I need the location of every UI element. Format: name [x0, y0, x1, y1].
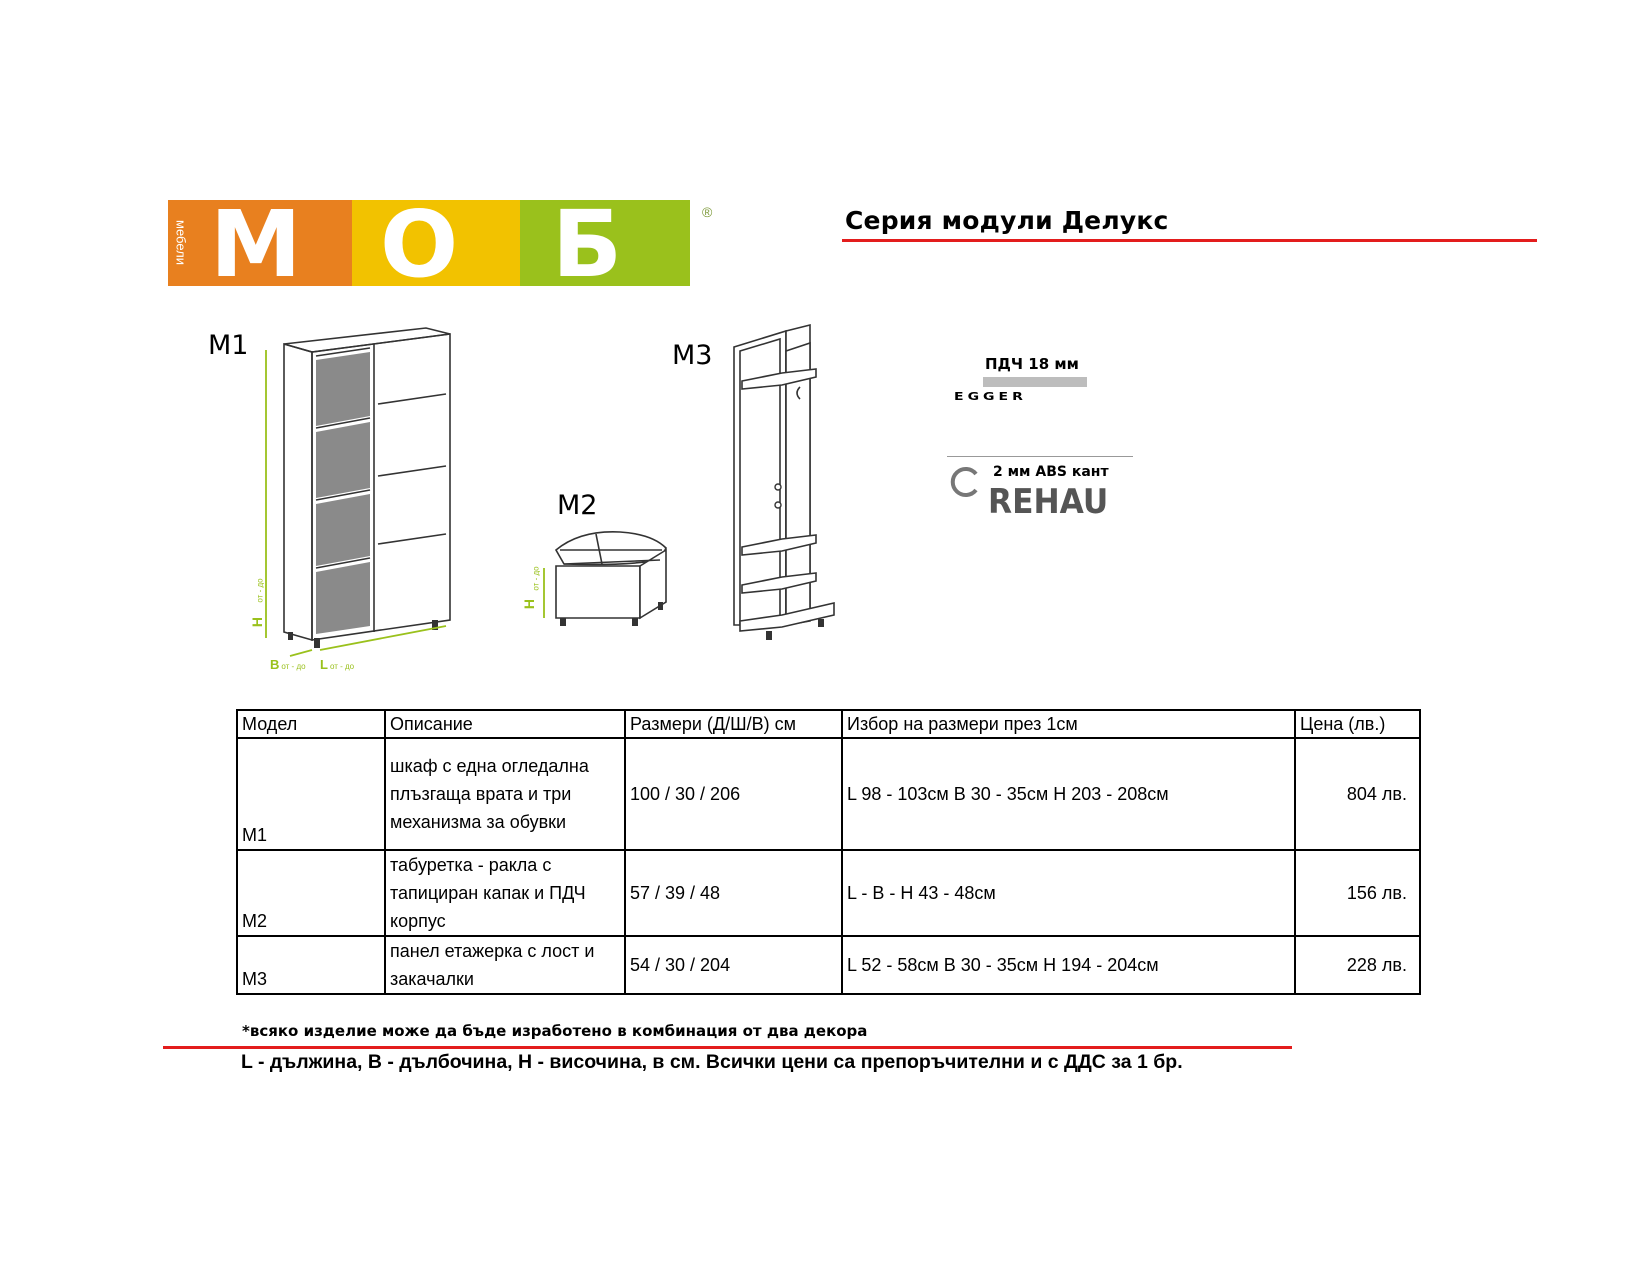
table-header-row	[237, 710, 1420, 738]
m1-length-label: Lот - до	[320, 657, 355, 672]
logo-letter-m: М	[210, 191, 302, 298]
header-model: Модел	[237, 710, 385, 738]
row-dimensions: 100 / 30 / 206	[625, 738, 842, 850]
registered-mark: ®	[702, 204, 713, 220]
logo-letter-o: О	[380, 191, 459, 298]
decor-note: *всяко изделие може да бъде изработено в комбинация от два декора	[242, 1022, 868, 1040]
egger-bar	[983, 377, 1087, 387]
row-size-options: L 98 - 103см B 30 - 35см H 203 - 208см	[842, 738, 1295, 850]
board-material-label: ПДЧ 18 мм	[985, 355, 1079, 373]
row-model: M2	[237, 850, 385, 936]
rehau-logo: REHAU	[988, 482, 1109, 522]
rehau-swirl-icon	[950, 466, 982, 498]
table-row	[237, 738, 1420, 850]
heading-underline	[842, 239, 1537, 242]
egger-logo: EGGER	[954, 391, 1027, 403]
header-dimensions: Размери (Д/Ш/В) см	[625, 710, 842, 738]
page-title: Серия модули Делукс	[845, 206, 1169, 235]
row-description: панел етажерка с лост и закачалки	[385, 936, 625, 994]
table-row	[237, 936, 1420, 994]
header-size-options: Избор на размери през 1см	[842, 710, 1295, 738]
header-price: Цена (лв.)	[1295, 710, 1420, 738]
note-underline	[163, 1046, 1292, 1049]
logo-vertical-text: мебели	[173, 220, 189, 265]
header-description: Описание	[385, 710, 625, 738]
dimension-legend: L - дължина, B - дълбочина, H - височина, в см. Всички цени са препоръчителни и с ДДС за 1 бр.	[241, 1051, 1183, 1073]
m3-shelf-panel-drawing	[730, 325, 840, 645]
row-price: 156 лв.	[1295, 850, 1420, 936]
m2-height-label: H от - до	[521, 566, 541, 610]
row-dimensions: 54 / 30 / 204	[625, 936, 842, 994]
m1-wardrobe-drawing	[250, 320, 470, 670]
m1-label: M1	[208, 330, 249, 361]
price-table	[236, 709, 1421, 995]
row-description: табуретка - ракла с тапициран капак и ПДЧ корпус	[385, 850, 625, 936]
row-model: M1	[237, 738, 385, 850]
logo-letter-b: Б	[552, 191, 623, 298]
row-price: 804 лв.	[1295, 738, 1420, 850]
row-dimensions: 57 / 39 / 48	[625, 850, 842, 936]
row-model: M3	[237, 936, 385, 994]
edge-material-label: 2 мм ABS кант	[993, 464, 1109, 480]
m3-label: M3	[672, 340, 713, 371]
row-description: шкаф с една огледална плъзгаща врата и три механизма за обувки	[385, 738, 625, 850]
row-size-options: L - B - H 43 - 48см	[842, 850, 1295, 936]
table-row	[237, 850, 1420, 936]
row-size-options: L 52 - 58см B 30 - 35см H 194 - 204см	[842, 936, 1295, 994]
m2-label: M2	[557, 490, 598, 521]
m1-depth-label: Bот - до	[270, 657, 306, 672]
row-price: 228 лв.	[1295, 936, 1420, 994]
m1-height-label: H от - до	[249, 578, 266, 628]
mob-logo	[168, 191, 713, 298]
rehau-divider	[947, 456, 1133, 457]
